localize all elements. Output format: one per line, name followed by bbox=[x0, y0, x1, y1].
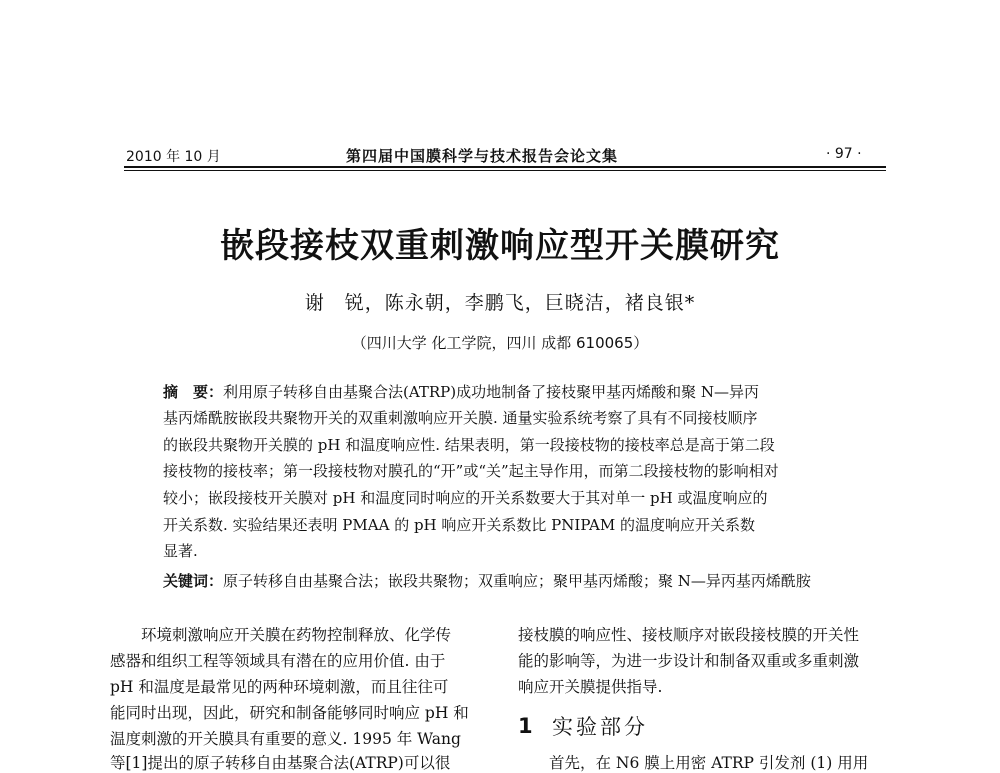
paper-title: 嵌段接枝双重刺激响应型开关膜研究 bbox=[220, 226, 780, 266]
body-left-line: 环境刺激响应开关膜在药物控制释放、化学传 bbox=[110, 626, 452, 644]
keywords-label: 关键词： bbox=[163, 572, 224, 590]
header-page-number: · 97 · bbox=[826, 146, 862, 162]
body-left-line: 等[1]提出的原子转移自由基聚合法(ATRP)可以很 bbox=[110, 754, 451, 772]
abstract-text: 利用原子转移自由基聚合法(ATRP)成功地制备了接枝聚甲基丙烯酸和聚 N—异丙 bbox=[223, 383, 760, 401]
abstract-line: 接枝物的接枝率；第一段接枝物对膜孔的“开”或“关”起主导作用，而第二段接枝物的影响相对 bbox=[163, 462, 779, 480]
body-right-line: 响应开关膜提供指导. bbox=[518, 678, 663, 696]
header-rule-thick bbox=[124, 166, 886, 168]
body-right-line: 接枝膜的响应性、接枝顺序对嵌段接枝膜的开关性 bbox=[518, 626, 860, 644]
keywords-text: 原子转移自由基聚合法；嵌段共聚物；双重响应；聚甲基丙烯酸；聚 N—异丙基丙烯酰胺 bbox=[223, 572, 811, 590]
abstract-label: 摘 要： bbox=[163, 383, 224, 401]
abstract-line: 较小；嵌段接枝开关膜对 pH 和温度同时响应的开关系数要大于其对单一 pH 或温度响应的 bbox=[163, 489, 768, 507]
header-journal-title: 第四届中国膜科学与技术报告会论文集 bbox=[346, 147, 619, 165]
header-rule-thin bbox=[124, 170, 886, 171]
header-date: 2010 年 10 月 bbox=[126, 149, 221, 165]
abstract-line: 显著. bbox=[163, 542, 198, 560]
body-left-line: pH 和温度是最常见的两种环境刺激，而且往往可 bbox=[110, 678, 449, 696]
body-right-line: 能的影响等，为进一步设计和制备双重或多重刺激 bbox=[518, 652, 860, 670]
abstract-line: 基丙烯酰胺嵌段共聚物开关的双重刺激响应开关膜. 通量实验系统考察了具有不同接枝顺序 bbox=[163, 409, 758, 427]
section-title: 实验部分 bbox=[552, 715, 648, 739]
section-number: 1 bbox=[518, 714, 533, 738]
abstract-line: 的嵌段共聚物开关膜的 pH 和温度响应性. 结果表明，第一段接枝物的接枝率总是高于第二段 bbox=[163, 436, 775, 454]
abstract-line bbox=[163, 381, 759, 402]
keywords-line bbox=[163, 570, 811, 591]
author-list: 谢 锐，陈永朝，李鹏飞，巨晓洁，褚良银* bbox=[304, 292, 696, 314]
body-left-line: 感器和组织工程等领域具有潜在的应用价值. 由于 bbox=[110, 652, 446, 670]
body-left-line: 温度刺激的开关膜具有重要的意义. 1995 年 Wang bbox=[110, 730, 461, 748]
affiliation: （四川大学 化工学院，四川 成都 610065） bbox=[351, 334, 649, 352]
section-first-line: 首先，在 N6 膜上用密 ATRP 引发剂 (1) 用用 bbox=[518, 754, 869, 772]
body-left-line: 能同时出现，因此，研究和制备能够同时响应 pH 和 bbox=[110, 704, 469, 722]
abstract-line: 开关系数. 实验结果还表明 PMAA 的 pH 响应开关系数比 PNIPAM 的温度响应开关系数 bbox=[163, 516, 755, 534]
